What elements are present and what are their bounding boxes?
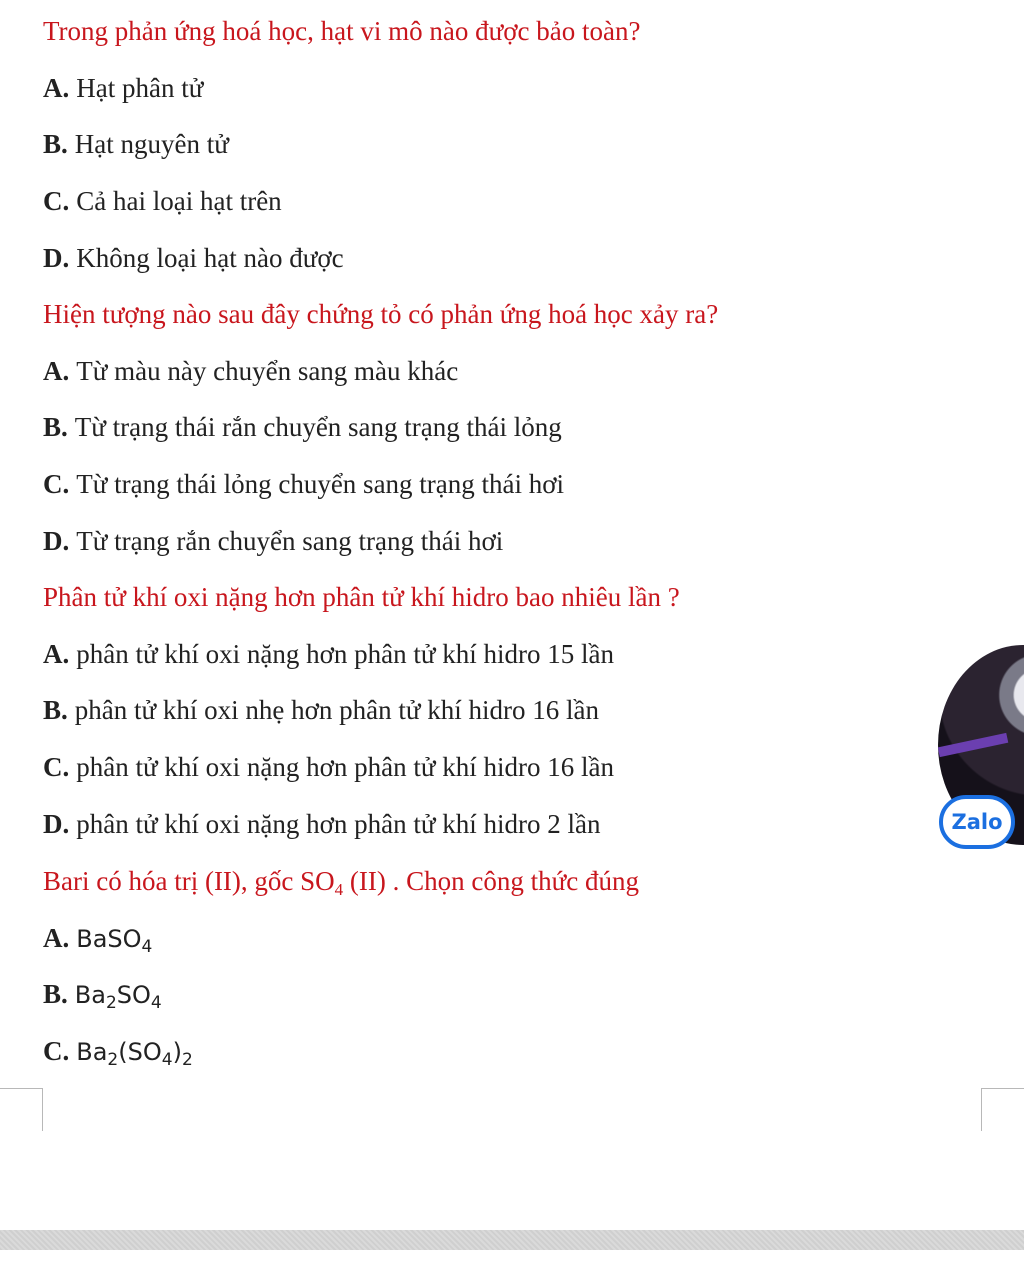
option-text: Từ màu này chuyển sang màu khác xyxy=(76,356,459,386)
option-text: phân tử khí oxi nặng hơn phân tử khí hidro 2 lần xyxy=(76,809,601,839)
question-2-text: Hiện tượng nào sau đây chứng tỏ có phản ứng hoá học xảy ra? xyxy=(43,299,719,329)
question-4 xyxy=(43,864,639,898)
option-text: Từ trạng thái lỏng chuyển sang trạng thái hơi xyxy=(76,469,565,499)
option-letter: A. xyxy=(43,639,70,669)
option-letter: B. xyxy=(43,412,68,442)
question-1-text: Trong phản ứng hoá học, hạt vi mô nào được bảo toàn? xyxy=(43,16,641,46)
q3-option-c xyxy=(43,750,614,784)
q1-option-b xyxy=(43,127,229,161)
option-text: phân tử khí oxi nặng hơn phân tử khí hidro 16 lần xyxy=(76,752,614,782)
formula-ba2-so4-2 xyxy=(76,1038,193,1070)
question-2 xyxy=(43,297,718,331)
formula-subscript: 4 xyxy=(161,1050,173,1070)
formula-subscript: 2 xyxy=(105,993,117,1013)
q4-option-a xyxy=(43,921,152,956)
q3-option-b xyxy=(43,693,599,727)
formula-part: SO xyxy=(116,981,151,1009)
q3-option-d xyxy=(43,807,600,841)
formula-part: ) xyxy=(172,1038,182,1066)
q2-option-d xyxy=(43,524,503,558)
q2-option-b xyxy=(43,410,562,444)
option-letter: A. xyxy=(43,73,70,103)
option-text: Hạt nguyên tử xyxy=(74,129,229,159)
option-letter: C. xyxy=(43,186,70,216)
formula-baso4 xyxy=(76,925,153,957)
formula-subscript: 4 xyxy=(141,937,153,957)
formula-part: (SO xyxy=(118,1038,162,1066)
option-letter: A. xyxy=(43,923,70,953)
q1-option-a xyxy=(43,71,203,105)
option-text: Cả hai loại hạt trên xyxy=(76,186,282,216)
zalo-chat-icon[interactable] xyxy=(939,795,1015,849)
option-letter: B. xyxy=(43,979,68,1009)
option-text: Từ trạng thái rắn chuyển sang trạng thái lỏng xyxy=(74,412,562,442)
option-letter: B. xyxy=(43,129,68,159)
q4-option-c xyxy=(43,1034,193,1069)
page-corner-mark-left xyxy=(0,1088,43,1131)
formula-part: Ba xyxy=(76,1038,108,1066)
formula-subscript: 2 xyxy=(107,1050,119,1070)
option-text: Từ trạng rắn chuyển sang trạng thái hơi xyxy=(76,526,504,556)
q2-option-a xyxy=(43,354,458,388)
q4-option-b xyxy=(43,977,162,1012)
q1-option-d xyxy=(43,241,344,275)
zalo-label: Zalo xyxy=(951,810,1003,834)
question-4-subscript: 4 xyxy=(334,880,344,899)
option-letter: C. xyxy=(43,1036,70,1066)
q3-option-a xyxy=(43,637,614,671)
option-text: phân tử khí oxi nặng hơn phân tử khí hidro 15 lần xyxy=(76,639,614,669)
option-letter: D. xyxy=(43,243,70,273)
formula-part: Ba xyxy=(74,981,106,1009)
question-4-text-before: Bari có hóa trị (II), gốc SO xyxy=(43,866,335,896)
option-text: phân tử khí oxi nhẹ hơn phân tử khí hidro 16 lần xyxy=(74,695,599,725)
formula-subscript: 2 xyxy=(181,1050,193,1070)
question-3 xyxy=(43,580,680,614)
question-3-text: Phân tử khí oxi nặng hơn phân tử khí hidro bao nhiêu lần ? xyxy=(43,582,680,612)
q1-option-c xyxy=(43,184,282,218)
option-letter: C. xyxy=(43,752,70,782)
option-text: Không loại hạt nào được xyxy=(76,243,344,273)
question-1 xyxy=(43,14,640,48)
q2-option-c xyxy=(43,467,564,501)
formula-subscript: 4 xyxy=(150,993,162,1013)
avatar-decoration xyxy=(938,733,1008,757)
formula-ba2so4 xyxy=(74,981,162,1013)
formula-part: BaSO xyxy=(76,925,142,953)
option-letter: C. xyxy=(43,469,70,499)
option-text: Hạt phân tử xyxy=(76,73,204,103)
page-separator xyxy=(0,1230,1024,1250)
question-4-text-after: (II) . Chọn công thức đúng xyxy=(343,866,639,896)
page-corner-mark-right xyxy=(981,1088,1024,1131)
option-letter: A. xyxy=(43,356,70,386)
option-letter: D. xyxy=(43,526,70,556)
option-letter: D. xyxy=(43,809,70,839)
option-letter: B. xyxy=(43,695,68,725)
